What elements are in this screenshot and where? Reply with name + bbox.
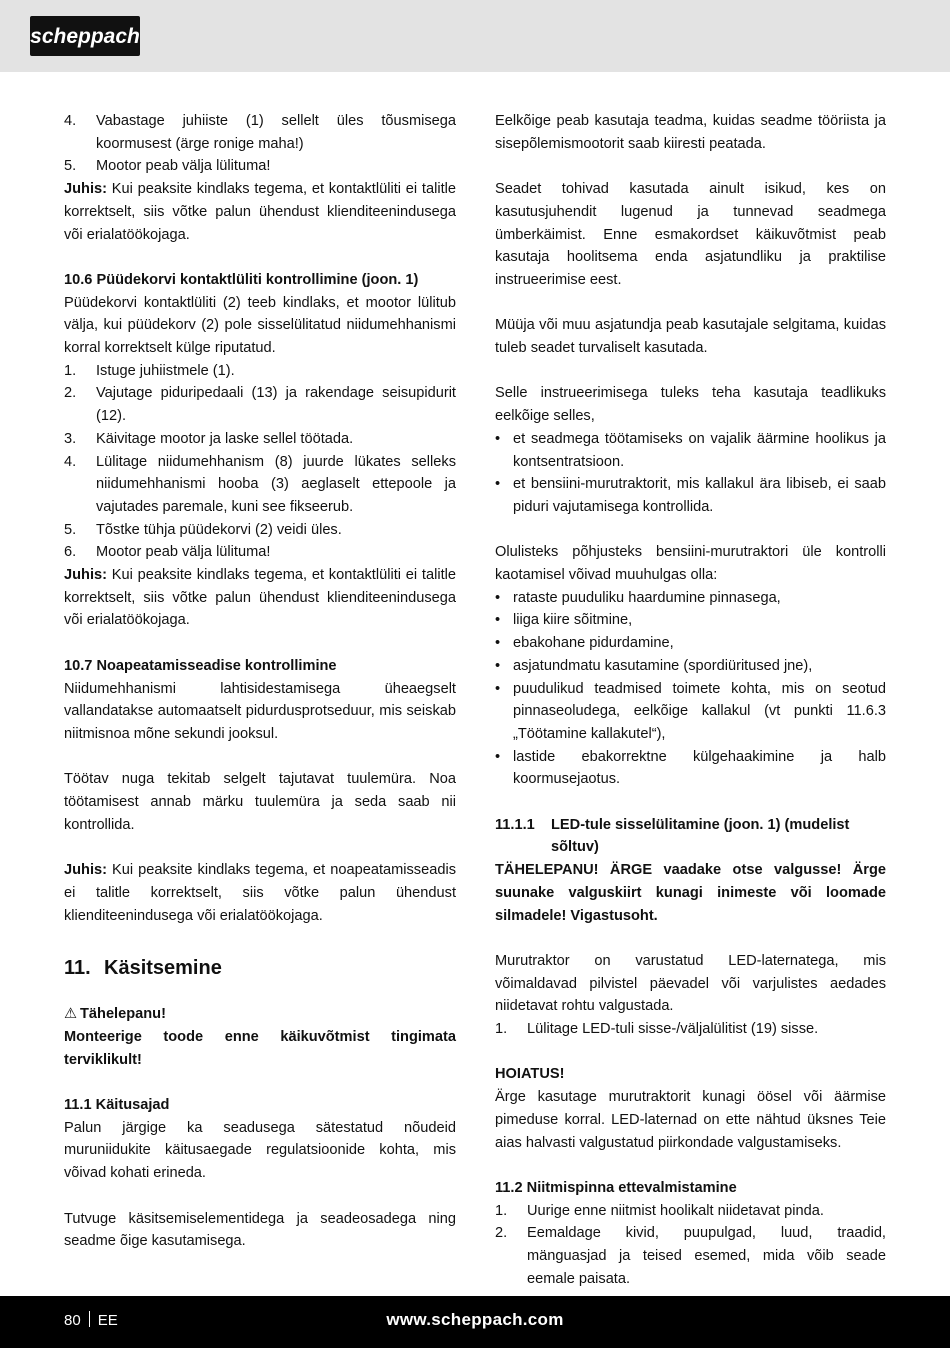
note-paragraph: Juhis: Kui peaksite kindlaks tegema, et kontaktlüliti ei talitle korrektselt, siis võtke palun ühendust klienditeenindusega või erialatöökojaga. (64, 181, 456, 243)
paragraph: Ärge kasutage murutraktorit kunagi öösel või äärmise pimeduse korral. LED-laternad on ette nähtud üksnes Teie aias halvasti valgustatud piirkondade valgustamiseks. (495, 1089, 886, 1151)
section-heading-11-1: 11.1 Käitusajad (64, 1097, 170, 1114)
danger-warning-text: TÄHELEPANU! ÄRGE vaadake otse valgusse! Ärge suunake valguskiirt kunagi inimeste või loomade silmadele! Vigastusoht. (495, 862, 886, 924)
paragraph: Olulisteks põhjusteks bensiini-murutraktori üle kontrolli kaotamisel võivad muuhulgas olla: (495, 544, 886, 583)
svg-text:scheppach: scheppach (30, 25, 140, 48)
list-item: • rataste puuduliku haardumine pinnasega, (495, 589, 781, 606)
list-item: 4. Lülitage niidumehhanism (8) juurde lükates selleks niidumehhanismi hooba (3) aeglaselt ettepoole ja vajutades paremale, kuni see fikseerub. (64, 453, 456, 515)
page-footer (0, 1296, 950, 1348)
paragraph: Niidumehhanismi lahtisidestamisega üheaegselt vallandatakse automaatselt pidurdusprotseduur, mis seiskab niitmisnoa mõne sekundi jooksul. (64, 680, 456, 742)
note-paragraph: Juhis: Kui peaksite kindlaks tegema, et kontaktlüliti ei talitle korrektselt, siis võtke palun ühendust klienditeenindusega või erialatöökojaga. (64, 567, 456, 629)
list-item: 1. Istuge juhiistmele (1). (64, 362, 235, 379)
list-item: 3. Käivitage mootor ja laske sellel töötada. (64, 430, 354, 447)
paragraph: Seadet tohivad kasutada ainult isikud, kes on kasutusjuhendit lugenud ja tunnevad seadmega ümberkäimist. Enne esmakordset käikuvõtmist peab kasutaja hoolitsema enda asjatundliku ja praktilise instrueerimise eest. (495, 181, 886, 288)
list-item: • puudulikud teadmised toimete kohta, mis on seotud pinnaseoludega, eelkõige kallakul (vt punkti 11.6.3 „Töötamine kallakutel“), (495, 680, 886, 742)
list-item: 2. Vajutage piduripedaali (13) ja rakendage seisupidurit (12). (64, 385, 456, 425)
list-item: 4. Vabastage juhiiste (1) sellelt üles tõusmisega koormusest (ärge ronige maha!) (64, 113, 456, 152)
paragraph: Püüdekorvi kontaktlüliti (2) teeb kindlaks, et mootor lülitub välja, kui püüdekorv (2) pole sisselülitatud niidumehhanismi korral korrektselt külge riputatud. (64, 294, 456, 357)
warning-text: Monteerige toode enne käikuvõtmist tingimata terviklikult! (64, 1028, 456, 1068)
right-column (495, 110, 886, 1290)
language-code: EE (97, 1312, 118, 1329)
list-item: • lastide ebakorrektne külgehaakimine ja halb koormusejaotus. (495, 748, 886, 788)
list-item: 6. Mootor peab välja lülituma! (64, 544, 271, 561)
paragraph: Eelkõige peab kasutaja teadma, kuidas seadme tööriista ja sisepõlemismootorit saab kiiresti peatada. (495, 113, 886, 152)
list-item: • asjatundmatu kasutamine (spordiüritused jne), (495, 657, 813, 674)
paragraph: Töötav nuga tekitab selgelt tajutavat tuulemüra. Noa töötamisest annab märku tuulemüra ja seda saab nii kontrollida. (64, 771, 456, 833)
list-item: • et seadmega töötamiseks on vajalik äärmine hoolikus ja kontsentratsioon. (495, 430, 886, 470)
section-heading-10-6: 10.6 Püüdekorvi kontaktlüliti kontrollimine (joon. 1) (64, 271, 419, 288)
chapter-heading-11: 11. Käsitsemine (64, 957, 222, 980)
left-column (64, 110, 456, 1253)
list-item: 1. Uurige enne niitmist hoolikalt niidetavat pinda. (495, 1202, 824, 1219)
paragraph: Murutraktor on varustatud LED-laternatega, mis võimaldavad pilvistel päevadel või varjulistes aedades niidetavat rohtu valgustada. (495, 952, 886, 1015)
bullet-list-causes (495, 587, 886, 791)
hoiatus-title: HOIATUS! (495, 1066, 565, 1083)
paragraph: Müüja või muu asjatundja peab kasutajale selgitama, kuidas tuleb seadet turvaliselt kasutada. (495, 317, 886, 356)
steps-list-11-2 (495, 1200, 886, 1291)
list-item: 5. Mootor peab välja lülituma! (64, 158, 271, 175)
note-paragraph: Juhis: Kui peaksite kindlaks tegema, et noapeatamisseadis ei talitle korrektselt, siis võtke palun ühendust klienditeenindusega või erialatöökojaga. (64, 862, 456, 924)
paragraph: Palun järgige ka seadusega sätestatud nõudeid muruniidukite käitusaegade regulatsioonide kohta, mis võivad kohati erineda. (64, 1119, 456, 1182)
list-item: • ebakohane pidurdamine, (495, 635, 674, 652)
list-item: 2. Eemaldage kivid, puupulgad, luud, traadid, mänguasjad ja teised esemed, mida võib seade eemale paisata. (495, 1225, 886, 1287)
scheppach-logo (30, 16, 140, 56)
paragraph: Selle instrueerimisega tuleks teha kasutaja teadlikuks eelkõige selles, (495, 385, 886, 425)
page-number: 80 EE (64, 1312, 118, 1329)
steps-list-10-6 (64, 360, 456, 564)
warning-title: ⚠ Tähelepanu! (64, 1003, 456, 1026)
section-heading-11-1-1: 11.1.1 LED-tule sisselülitamine (joon. 1) (mudelist sõltuv) (495, 816, 850, 856)
list-item: • liiga kiire sõitmine, (495, 612, 633, 629)
list-item: • et bensiini-murutraktorit, mis kallakul ära libiseb, ei saab piduri vajutamisega kontrollida. (495, 476, 886, 515)
warning-icon: ⚠ (64, 1006, 78, 1023)
section-heading-10-7: 10.7 Noapeatamisseadise kontrollimine (64, 657, 337, 674)
list-item: 5. Tõstke tühja püüdekorvi (2) veidi üles. (64, 521, 342, 538)
paragraph: Tutvuge käsitsemiselementidega ja seadeosadega ning seadme õige kasutamisega. (64, 1210, 456, 1250)
header-band (0, 0, 950, 72)
section-heading-11-2: 11.2 Niitmispinna ettevalmistamine (495, 1179, 737, 1196)
list-item: 1. Lülitage LED-tuli sisse-/väljalülitist (19) sisse. (495, 1021, 819, 1038)
bullet-list-instruction (495, 428, 886, 519)
website-link[interactable]: www.scheppach.com (386, 1310, 564, 1329)
